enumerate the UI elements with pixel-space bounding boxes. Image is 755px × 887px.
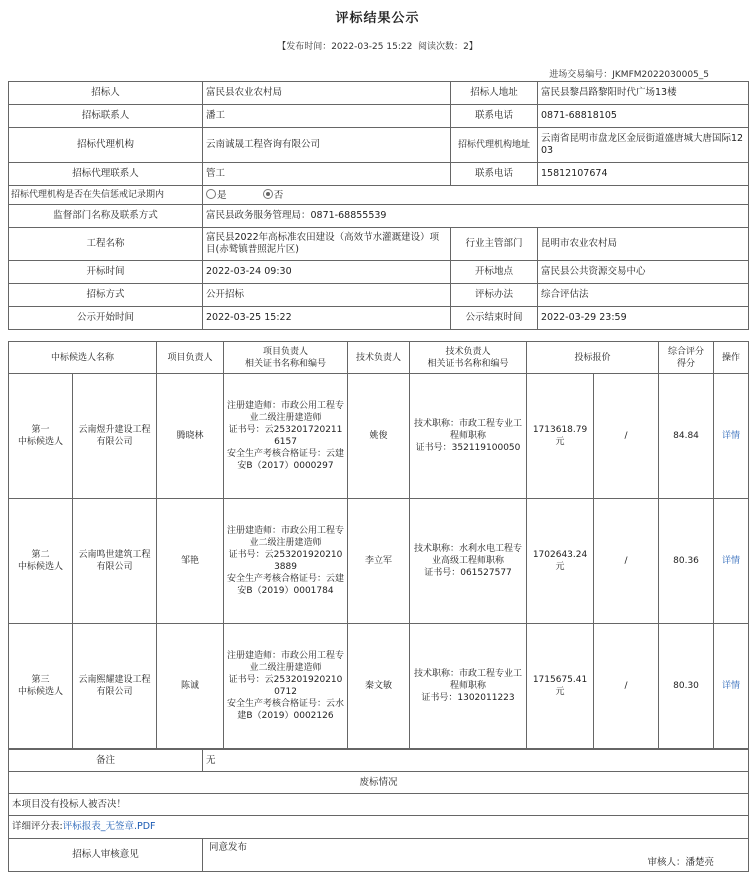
- phone-label-2: 联系电话: [451, 163, 538, 186]
- footer-table: [8, 749, 749, 872]
- method-label: 招标方式: [9, 284, 203, 307]
- score: 80.36: [659, 499, 714, 624]
- pub-end-label: 公示结束时间: [451, 307, 538, 330]
- view-count: 2: [463, 42, 469, 52]
- detail-score-row: 详细评分表:评标报表_无签章.PDF: [9, 816, 749, 839]
- page-title: 评标结果公示: [335, 11, 420, 26]
- candidates-table: [8, 341, 749, 749]
- reviewer: 审核人：潘楚亮: [647, 857, 714, 868]
- tech-cert: 技术职称：水利水电工程专业高级工程师职称 证书号：061527577: [410, 499, 527, 624]
- col-pm: 项目负责人: [157, 342, 224, 374]
- credit-no-radio[interactable]: 否: [263, 190, 284, 201]
- pub-end: 2022-03-29 23:59: [538, 307, 749, 330]
- agency-contact: 管工: [203, 163, 451, 186]
- pm-cert: 注册建造师：市政公用工程专业二级注册建造师 证书号：云2532017202116157 安全生产考核合格证号：云建安B（2017）0000297: [224, 374, 348, 499]
- credit-yes-radio[interactable]: 是: [206, 190, 227, 201]
- industry-label: 行业主管部门: [451, 228, 538, 261]
- score: 80.30: [659, 624, 714, 749]
- tech: 姚俊: [348, 374, 410, 499]
- bid-other: /: [594, 499, 659, 624]
- pm: 腾晓林: [157, 374, 224, 499]
- col-name: 中标候选人名称: [9, 342, 157, 374]
- industry: 昆明市农业农村局: [538, 228, 749, 261]
- agency-label: 招标代理机构: [9, 128, 203, 163]
- tech: 秦文敏: [348, 624, 410, 749]
- review-cell: [203, 839, 749, 872]
- tech-cert: 技术职称：市政工程专业工程师职称 证书号：1302011223: [410, 624, 527, 749]
- eval: 综合评估法: [538, 284, 749, 307]
- rank: 第一 中标候选人: [9, 374, 73, 499]
- review-opinion: 同意发布: [209, 842, 248, 853]
- credit-options: [203, 186, 749, 205]
- bid: 1715675.41 元: [527, 624, 594, 749]
- col-tech: 技术负责人: [348, 342, 410, 374]
- detail-link[interactable]: 详情: [714, 374, 749, 499]
- open-time: 2022-03-24 09:30: [203, 261, 451, 284]
- col-tech-cert: 技术负责人 相关证书名称和编号: [410, 342, 527, 374]
- pub-start-label: 公示开始时间: [9, 307, 203, 330]
- credit-label: 招标代理机构是否在失信惩戒记录期内: [9, 186, 203, 205]
- method: 公开招标: [203, 284, 451, 307]
- remark: 无: [203, 750, 749, 772]
- rank: 第三 中标候选人: [9, 624, 73, 749]
- score: 84.84: [659, 374, 714, 499]
- open-place-label: 开标地点: [451, 261, 538, 284]
- tenderer-addr-label: 招标人地址: [451, 82, 538, 105]
- tender-phone: 0871-68818105: [538, 105, 749, 128]
- table-row: [9, 499, 749, 624]
- tenderer-addr: 富民县黎昌路黎阳时代广场13楼: [538, 82, 749, 105]
- radio-icon: [206, 189, 216, 199]
- tender-contact-label: 招标联系人: [9, 105, 203, 128]
- bid-other: /: [594, 624, 659, 749]
- agency-contact-label: 招标代理联系人: [9, 163, 203, 186]
- company: 云南鸣世建筑工程有限公司: [73, 499, 157, 624]
- col-pm-cert: 项目负责人 相关证书名称和编号: [224, 342, 348, 374]
- tender-contact: 潘工: [203, 105, 451, 128]
- no-invalid-note: 本项目没有投标人被否决！: [9, 794, 749, 816]
- detail-link[interactable]: 详情: [714, 624, 749, 749]
- review-label: 招标人审核意见: [9, 839, 203, 872]
- table-row: [9, 624, 749, 749]
- pm-cert: 注册建造师：市政公用工程专业二级注册建造师 证书号：云2532019202100712 安全生产考核合格证号：云水建B（2019）0002126: [224, 624, 348, 749]
- tech: 李立军: [348, 499, 410, 624]
- tech-cert: 技术职称：市政工程专业工程师职称 证书号：352119100050: [410, 374, 527, 499]
- detail-link[interactable]: 详情: [714, 499, 749, 624]
- detail-file-link[interactable]: 评标报表_无签章.PDF: [62, 821, 156, 832]
- phone-label: 联系电话: [451, 105, 538, 128]
- project-name: 富民县2022年高标准农田建设（高效节水灌溉建设）项目(赤鹫镇普照泥片区): [203, 228, 451, 261]
- tenderer-label: 招标人: [9, 82, 203, 105]
- col-op: 操作: [714, 342, 749, 374]
- col-score: 综合评分 得分: [659, 342, 714, 374]
- info-table: [8, 81, 749, 330]
- agency-phone: 15812107674: [538, 163, 749, 186]
- pm-cert: 注册建造师：市政公用工程专业二级注册建造师 证书号：云2532019202103889 安全生产考核合格证号：云建安B（2019）0001784: [224, 499, 348, 624]
- trade-code: 进场交易编号：JKMFM2022030005_5: [549, 70, 709, 80]
- rank: 第二 中标候选人: [9, 499, 73, 624]
- agency-addr: 云南省昆明市盘龙区金辰街道盛唐城大唐国际1203: [538, 128, 749, 163]
- tenderer: 富民县农业农村局: [203, 82, 451, 105]
- supervise: 富民县政务服务管理局：0871-68855539: [203, 205, 749, 228]
- agency-addr-label: 招标代理机构地址: [451, 128, 538, 163]
- project-label: 工程名称: [9, 228, 203, 261]
- table-row: [9, 374, 749, 499]
- pm: 陈诚: [157, 624, 224, 749]
- invalid-label: 废标情况: [9, 772, 749, 794]
- agency: 云南诚晟工程咨询有限公司: [203, 128, 451, 163]
- company: 云南煜升建设工程有限公司: [73, 374, 157, 499]
- bid: 1702643.24 元: [527, 499, 594, 624]
- col-bid: 投标报价: [527, 342, 659, 374]
- eval-label: 评标办法: [451, 284, 538, 307]
- open-place: 富民县公共资源交易中心: [538, 261, 749, 284]
- radio-checked-icon: [263, 189, 273, 199]
- supervise-label: 监督部门名称及联系方式: [9, 205, 203, 228]
- bid-other: /: [594, 374, 659, 499]
- bid: 1713618.79 元: [527, 374, 594, 499]
- pub-start: 2022-03-25 15:22: [203, 307, 451, 330]
- open-time-label: 开标时间: [9, 261, 203, 284]
- remark-label: 备注: [9, 750, 203, 772]
- publish-time: 2022-03-25 15:22: [331, 42, 413, 52]
- pm: 邹艳: [157, 499, 224, 624]
- publish-meta: 【发布时间：2022-03-25 15:22 阅读次数：2】: [277, 42, 478, 52]
- company: 云南熙耀建设工程有限公司: [73, 624, 157, 749]
